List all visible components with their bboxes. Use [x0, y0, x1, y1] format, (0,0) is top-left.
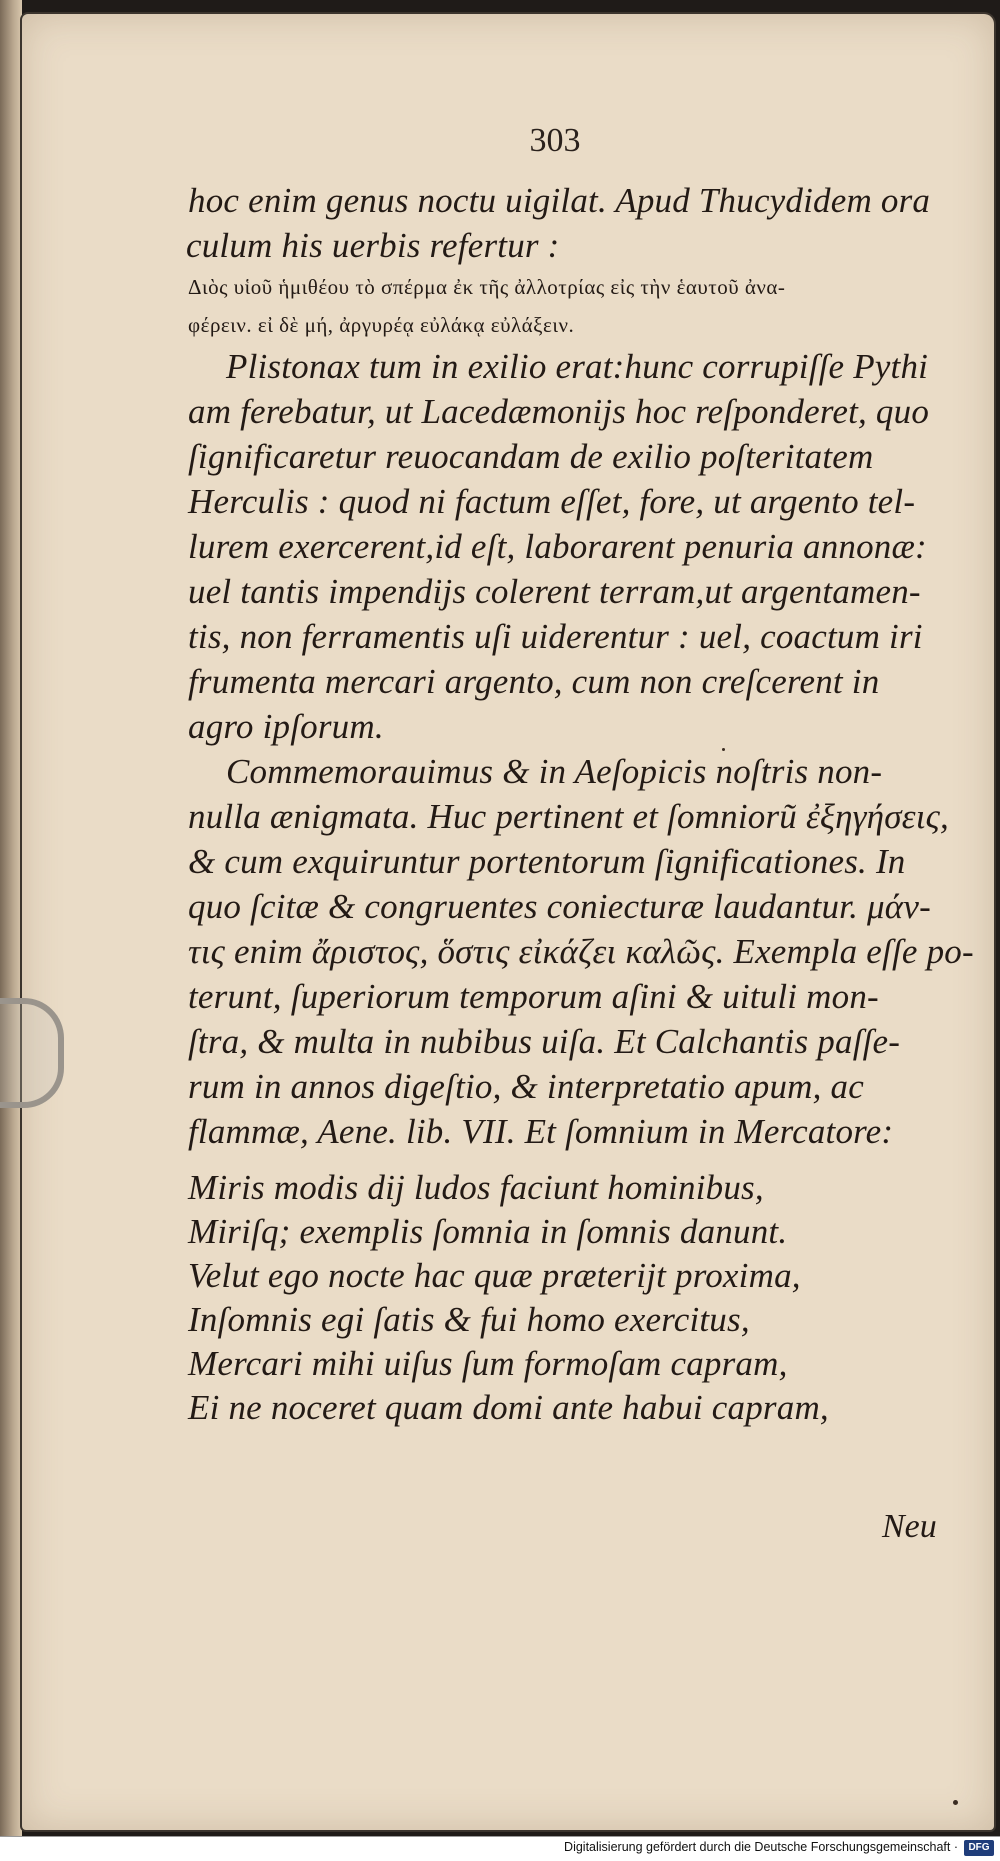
text-line: uel tantis impendijs colerent terram,ut argentamen-	[188, 572, 921, 611]
verse-line: Ei ne noceret quam domi ante habui capram,	[188, 1388, 829, 1427]
text-line: flammæ, Aene. lib. VII. Et ſomnium in Mercatore:	[188, 1112, 894, 1151]
text-line: terunt, ſuperiorum temporum aſini & uituli mon-	[188, 977, 879, 1016]
text-line: am ferebatur, ut Lacedæmonijs hoc reſponderet, quo	[188, 392, 930, 431]
catchword: Neu	[882, 1508, 937, 1545]
text-line: quo ſcitæ & congruentes coniecturæ laudantur. μάν-	[188, 887, 931, 926]
text-line: ſignificaretur reuocandam de exilio poſteritatem	[188, 437, 874, 476]
page-clip	[0, 998, 64, 1108]
text-line: rum in annos digeſtio, & interpretatio apum, ac	[188, 1067, 864, 1106]
verse-line: Mercari mihi uiſus ſum formoſam capram,	[188, 1344, 788, 1383]
greek-line: φέρειν. εἰ δὲ μή, ἀργυρέᾳ εὐλάκᾳ εὐλάξειν.	[188, 313, 575, 337]
text-line: frumenta mercari argento, cum non creſcerent in	[188, 662, 880, 701]
text-line: agro ipſorum.	[188, 707, 384, 746]
verse-line: Miriſq; exemplis ſomnia in ſomnis danunt.	[188, 1212, 788, 1251]
text-line: Herculis : quod ni factum eſſet, fore, ut argento tel-	[188, 482, 916, 521]
text-line: culum his uerbis refertur :	[186, 226, 560, 265]
book-gutter	[0, 0, 22, 1860]
verse-line: Inſomnis egi ſatis & fui homo exercitus,	[188, 1300, 750, 1339]
ink-speck	[953, 1800, 958, 1805]
text-line: & cum exquiruntur portentorum ſignificationes. In	[188, 842, 906, 881]
main-text	[186, 178, 974, 1430]
page-number: 303	[529, 122, 581, 159]
text-line: τις enim ἄριστος, ὅστις εἰκάζει καλῶς. Exempla eſſe po-	[188, 932, 974, 971]
text-line: ſtra, & multa in nubibus uiſa. Et Calchantis paſſe-	[188, 1022, 901, 1061]
dfg-logo: DFG	[964, 1840, 994, 1856]
text-line: lurem exercerent,id eſt, laborarent penuria annonæ:	[188, 527, 927, 566]
text-line: Plistonax tum in exilio erat:hunc corrupiſſe Pythi	[226, 347, 929, 386]
verse-line: Miris modis dij ludos faciunt hominibus,	[188, 1168, 764, 1207]
text-line: hoc enim genus noctu uigilat. Apud Thucydidem ora	[188, 181, 931, 220]
text-line: Commemorauimus & in Aeſopicis noſtris non-	[226, 752, 883, 791]
text-line: tis, non ferramentis uſi uiderentur : uel, coactum iri	[188, 617, 923, 656]
greek-line: Διὸς υἱοῦ ἡμιθέου τὸ σπέρμα ἐκ τῆς ἀλλοτρίας εἰς τὴν ἑαυτοῦ ἀνα-	[188, 275, 786, 299]
verse-line: Velut ego nocte hac quæ præterijt proxima,	[188, 1256, 801, 1295]
ink-speck	[722, 748, 725, 751]
verse-block	[188, 1166, 968, 1430]
text-line: nulla ænigmata. Huc pertinent et ſomniorũ ἐξηγήσεις,	[188, 797, 949, 836]
funding-credit: Digitalisierung gefördert durch die Deutsche Forschungsgemeinschaft ·	[564, 1840, 958, 1854]
digitization-footer	[0, 1836, 1000, 1861]
